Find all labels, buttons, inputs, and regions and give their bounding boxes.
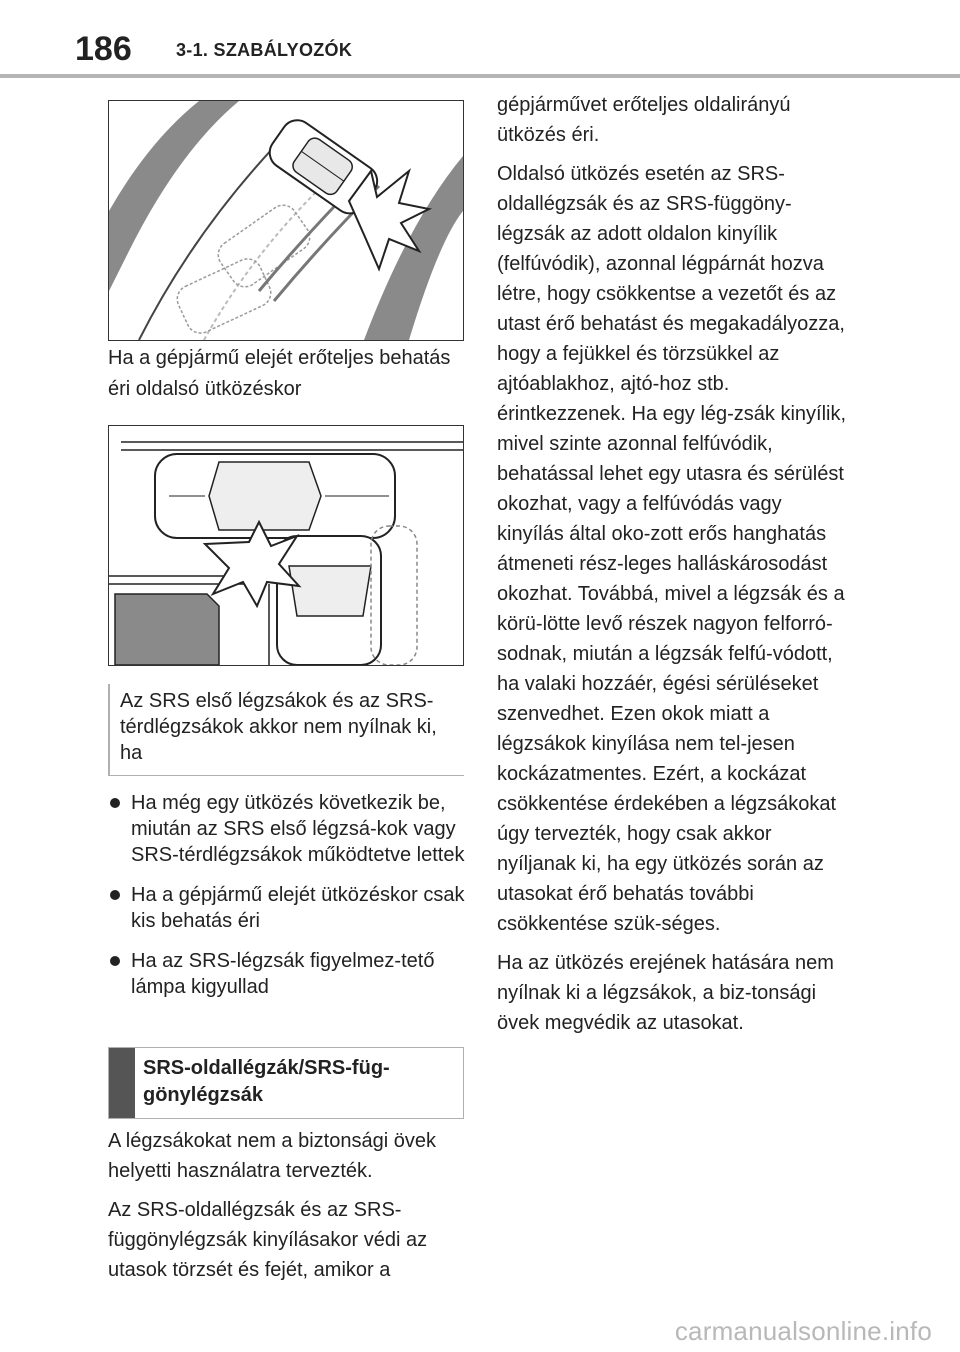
section-heading-box [108, 1047, 464, 1119]
right-column-text [497, 90, 852, 1047]
left-column-text [108, 1126, 468, 1294]
section-title: 3-1. SZABÁLYOZÓK [176, 40, 353, 60]
bullet-icon [110, 798, 120, 808]
body-paragraph: Oldalsó ütközés esetén az SRS-oldallégzsák és az SRS-függöny-légzsák az adott oldalon kinyílik (felfúvódik), azonnal légpárnát hozva létre, hogy csökkentse a vezetőt és az utast érő behatást és megakadályozza, hogy a fejükkel és törzsükkel az ajtóablakhoz, ajtó-hoz stb. érintkezzenek. Ha egy lég-zsák kinyílik, mivel szinte azonnal felfúvódik, behatással lehet egy utasra és sérülést okozhat, vagy a felfúvódás vagy kinyílás által oko-zott erős hanghatás átmeneti rész-leges halláskárosodást okozhat. Továbbá, mivel a légzsák és a körü-lötte levő részek nagyon felforró-sodnak, miután a légzsák felfú-vódott, ha valaki hozzáér, égési sérüléseket szenvedhet. Ezen okok miatt a légzsákok kinyílása nem tel-jesen kockázatmentes. Ezért, a kockázat csökkentése érdekében a légzsákokat úgy tervezték, hogy csak akkor nyíljanak ki, ha egy ütközés során az utasokat érő behatás további csökkentése szük-séges. [497, 163, 847, 935]
body-paragraph: A légzsákokat nem a biztonsági övek helyetti használatra tervezték. [108, 1130, 436, 1182]
bullet-icon [110, 890, 120, 900]
list-item: Ha az SRS-légzsák figyelmez-tető lámpa kigyullad [108, 948, 468, 1000]
heading-accent-bar [109, 1048, 135, 1118]
figure1-caption: Ha a gépjármű elejét erőteljes behatás éri oldalsó ütközéskor [108, 347, 451, 400]
illustration-angled-front-impact [108, 100, 464, 341]
page-number: 186 [75, 30, 132, 68]
list-item: Ha még egy ütközés következik be, miután az SRS első légzsá-kok vagy SRS-térdlégzsákok működtetve lettek [108, 790, 468, 868]
header-divider [0, 74, 960, 78]
section-heading: SRS-oldallégzák/SRS-füg-gönylégzsák [143, 1057, 390, 1106]
body-paragraph: Az SRS-oldallégzsák és az SRS-függönylégzsák kinyílásakor védi az utasok törzsét és fejét, amikor a [108, 1199, 428, 1281]
note-text: Az SRS első légzsákok és az SRS-térdlégzsákok akkor nem nyílnak ki, ha [120, 690, 437, 764]
watermark: carmanualsonline.info [674, 1316, 932, 1346]
body-paragraph: Ha az ütközés erejének hatására nem nyílnak ki a légzsákok, a biz-tonsági övek megvédik az utasokat. [497, 952, 834, 1034]
note-box [108, 684, 464, 776]
list-item: Ha a gépjármű elejét ütközéskor csak kis behatás éri [108, 882, 468, 934]
bullet-icon [110, 956, 120, 966]
condition-list [108, 790, 468, 1014]
body-paragraph: gépjárművet erőteljes oldalirányú ütközés éri. [497, 94, 791, 146]
illustration-side-front-impact [108, 425, 464, 666]
